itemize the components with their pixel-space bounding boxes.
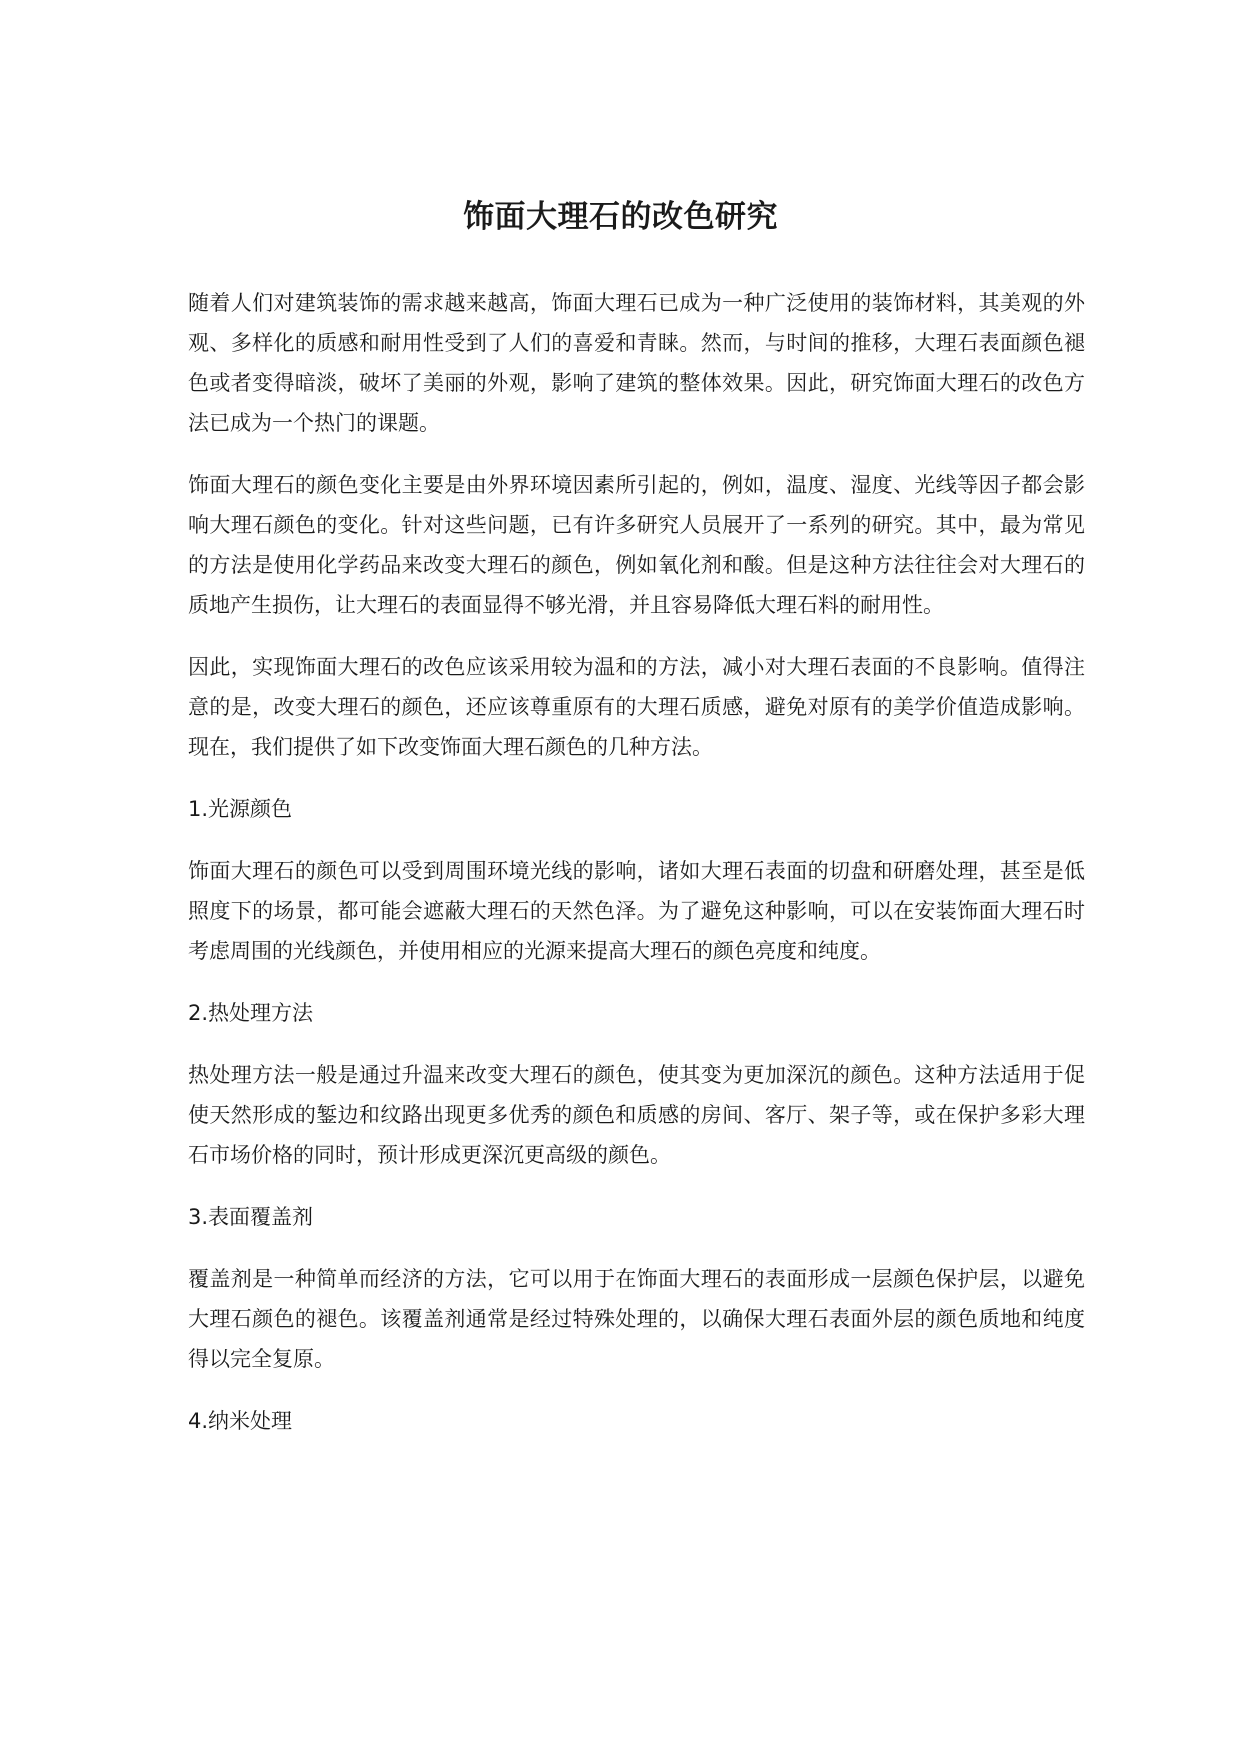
document-body bbox=[188, 283, 1085, 1463]
paragraph-surface-coating: 覆盖剂是一种简单而经济的方法，它可以用于在饰面大理石的表面形成一层颜色保护层，以避免大理石颜色的褪色。该覆盖剂通常是经过特殊处理的，以确保大理石表面外层的颜色质地和纯度得以完全复原。 bbox=[188, 1267, 1085, 1371]
document-title: 饰面大理石的改色研究 bbox=[463, 198, 778, 235]
section-heading-surface-coating: 3.表面覆盖剂 bbox=[188, 1205, 314, 1229]
paragraph-methods-intro: 因此，实现饰面大理石的改色应该采用较为温和的方法，减小对大理石表面的不良影响。值得注意的是，改变大理石的颜色，还应该尊重原有的大理石质感，避免对原有的美学价值造成影响。现在，我们提供了如下改变饰面大理石颜色的几种方法。 bbox=[188, 655, 1085, 759]
paragraph-heat-treatment: 热处理方法一般是通过升温来改变大理石的颜色，使其变为更加深沉的颜色。这种方法适用于促使天然形成的錾边和纹路出现更多优秀的颜色和质感的房间、客厅、架子等，或在保护多彩大理石市场价格的同时，预计形成更深沉更高级的颜色。 bbox=[188, 1063, 1085, 1167]
paragraph-intro: 随着人们对建筑装饰的需求越来越高，饰面大理石已成为一种广泛使用的装饰材料，其美观的外观、多样化的质感和耐用性受到了人们的喜爱和青睐。然而，与时间的推移，大理石表面颜色褪色或者变得暗淡，破坏了美丽的外观，影响了建筑的整体效果。因此，研究饰面大理石的改色方法已成为一个热门的课题。 bbox=[188, 291, 1085, 435]
paragraph-light-source: 饰面大理石的颜色可以受到周围环境光线的影响，诸如大理石表面的切盘和研磨处理，甚至是低照度下的场景，都可能会遮蔽大理石的天然色泽。为了避免这种影响，可以在安装饰面大理石时考虑周围的光线颜色，并使用相应的光源来提高大理石的颜色亮度和纯度。 bbox=[188, 859, 1085, 963]
paragraph-causes: 饰面大理石的颜色变化主要是由外界环境因素所引起的，例如，温度、湿度、光线等因子都会影响大理石颜色的变化。针对这些问题，已有许多研究人员展开了一系列的研究。其中，最为常见的方法是使用化学药品来改变大理石的颜色，例如氧化剂和酸。但是这种方法往往会对大理石的质地产生损伤，让大理石的表面显得不够光滑，并且容易降低大理石料的耐用性。 bbox=[188, 473, 1085, 617]
section-heading-heat-treatment: 2.热处理方法 bbox=[188, 1001, 314, 1025]
section-heading-light-source: 1.光源颜色 bbox=[188, 797, 293, 821]
section-heading-nano-treatment: 4.纳米处理 bbox=[188, 1409, 293, 1433]
